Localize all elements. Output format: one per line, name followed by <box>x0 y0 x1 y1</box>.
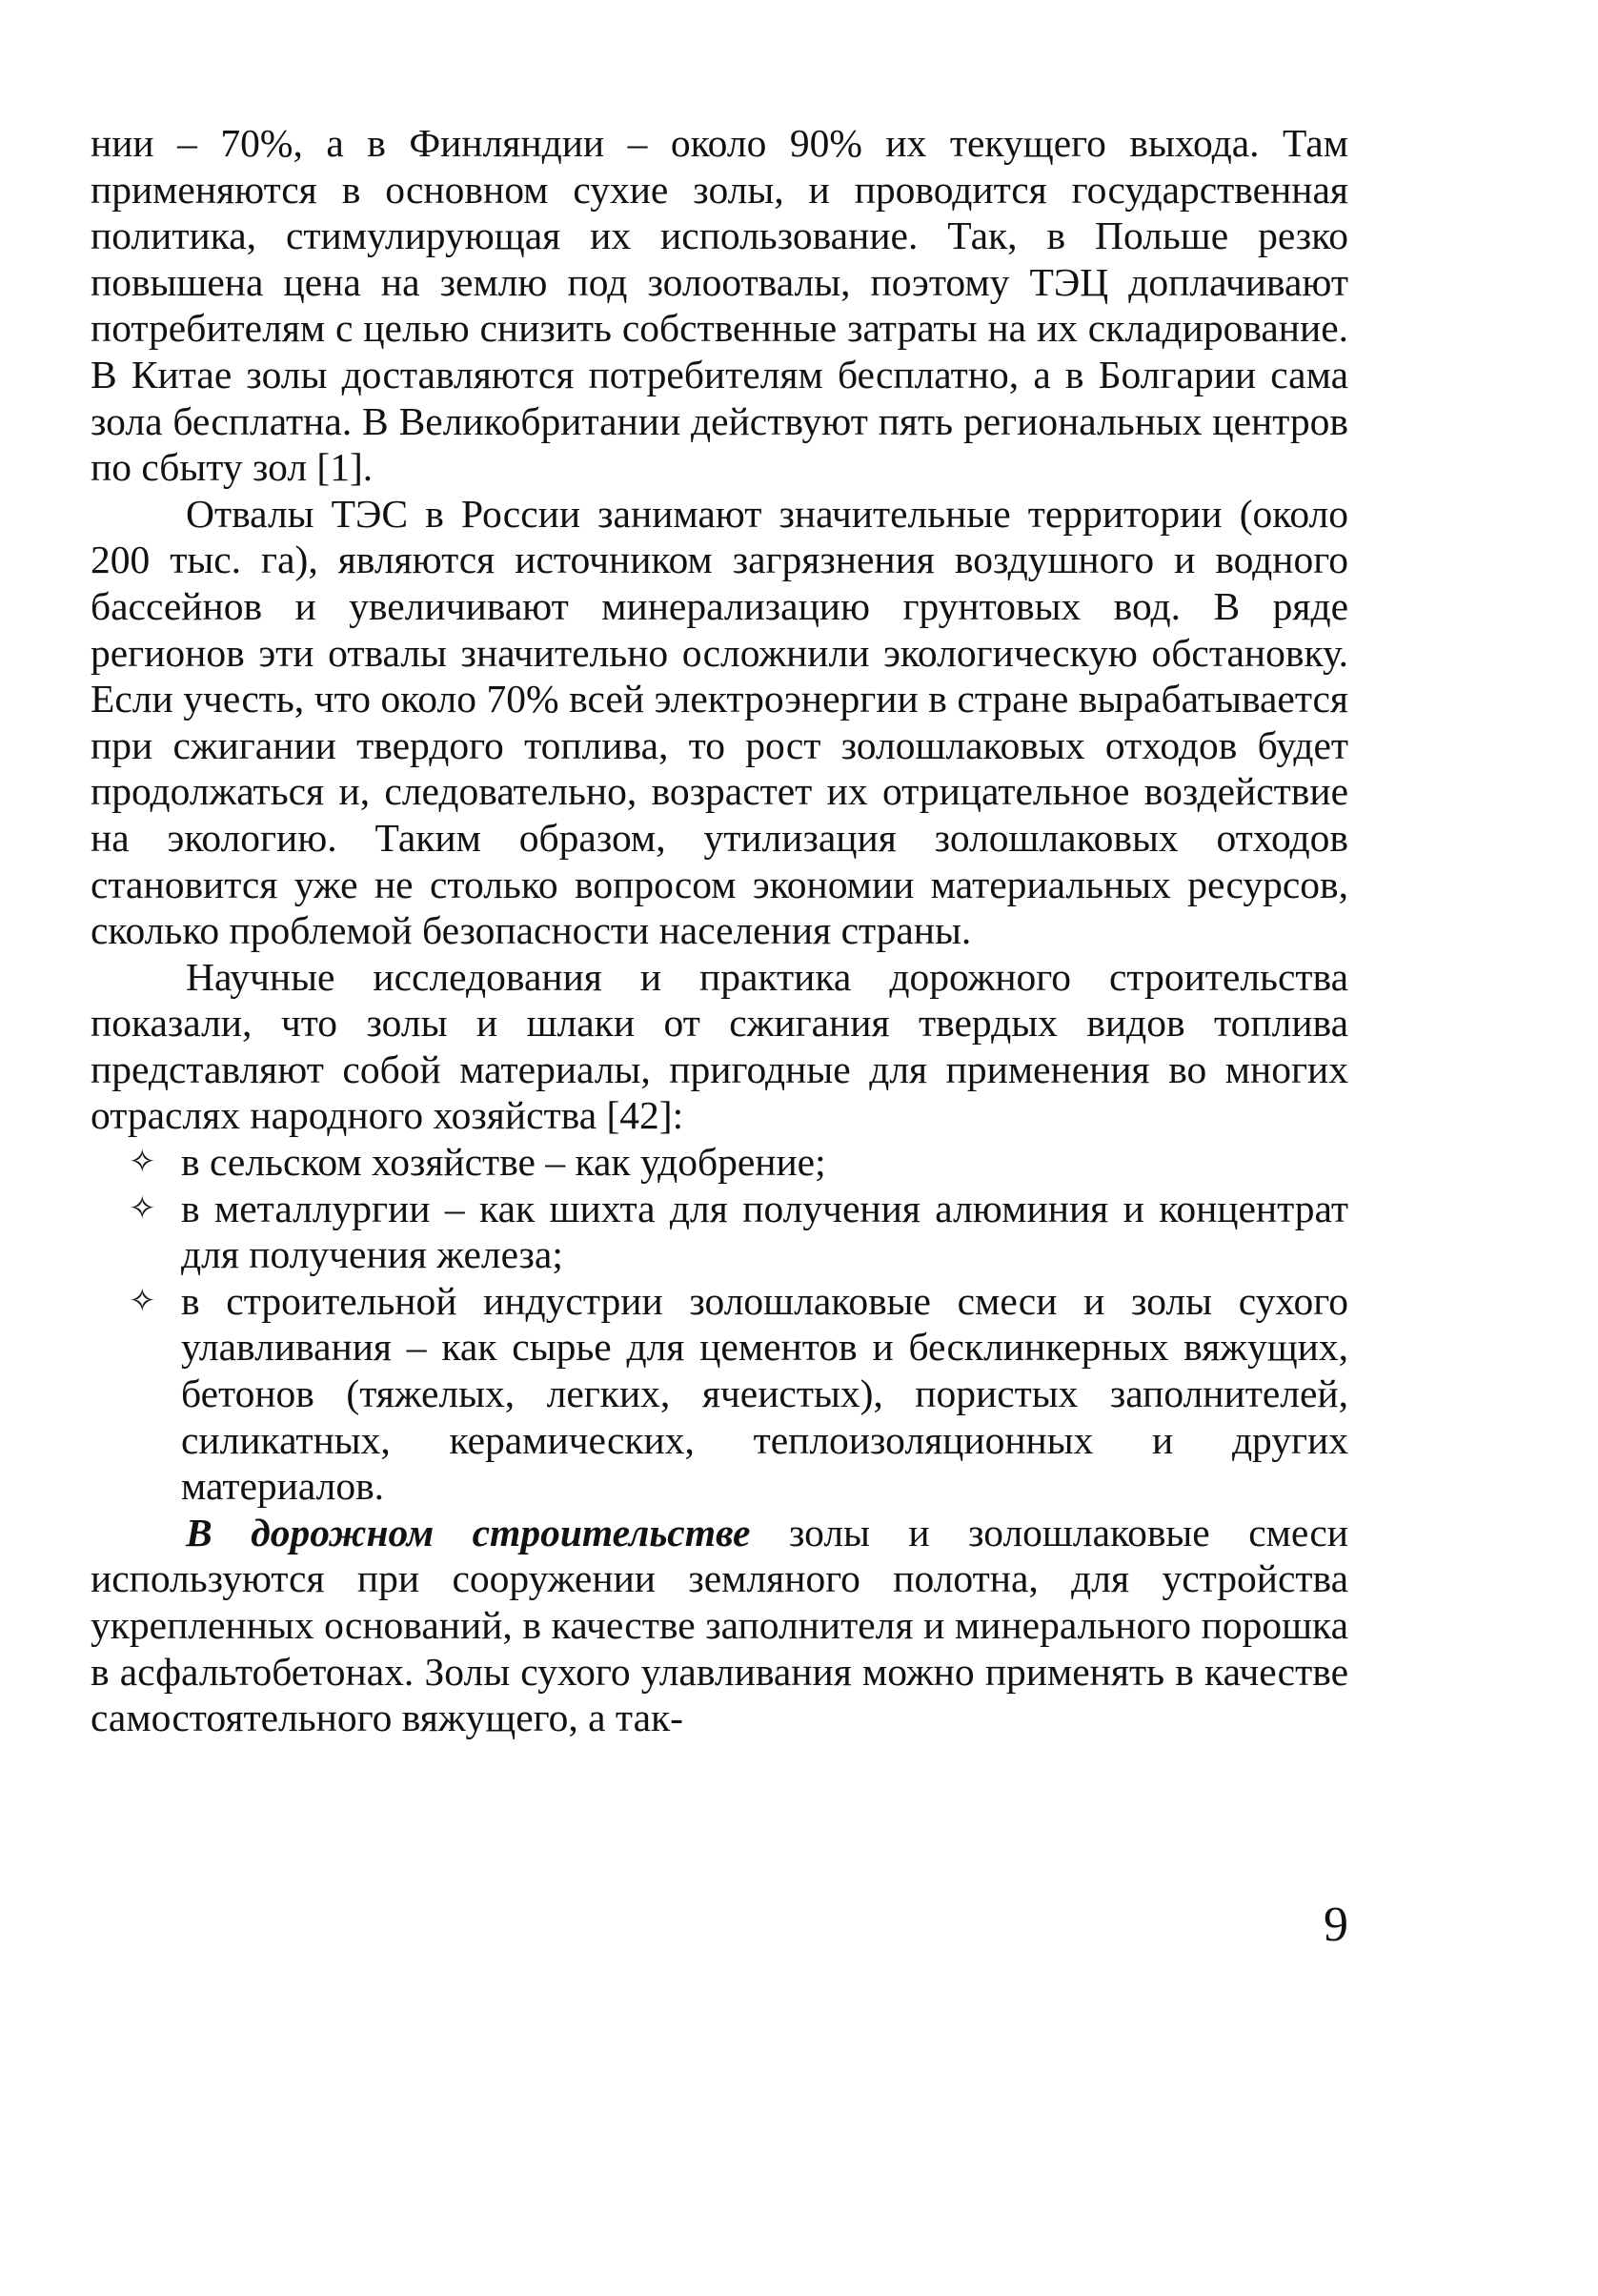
list-item <box>91 1186 1348 1278</box>
paragraph-road-construction <box>91 1510 1348 1741</box>
paragraph-text: золы и золошлаковые смеси используются при сооружении земляного полотна, для устройства укрепленных оснований, в качестве заполнителя и минерального порошка в асфальтобетонах. Золы сухого улавливания можно применять в качестве самостоятельного вяжущего, а так- <box>91 1510 1348 1740</box>
list-item-text: в металлургии – как шихта для получения алюминия и концентрат для получения железа; <box>181 1186 1348 1277</box>
paragraph-research: Научные исследования и практика дорожного строительства показали, что золы и шлаки от сжигания твердых видов топлива представляют собой материалы, пригодные для применения во многих отраслях народного хозяйства [42]: <box>91 954 1348 1138</box>
list-item-text: в сельском хозяйстве – как удобрение; <box>181 1140 826 1185</box>
diamond-bullet-icon: ✧ <box>129 1281 156 1320</box>
list-item <box>91 1278 1348 1510</box>
body-text <box>91 120 1348 1741</box>
emphasis-heading: В дорожном строительстве <box>186 1510 751 1554</box>
list-item <box>91 1139 1348 1186</box>
paragraph-tes-dumps: Отвалы ТЭС в России занимают значительные территории (около 200 тыс. га), являются источником загрязнения воздушного и водного бассейнов и увеличивают минерализацию грунтовых вод. В ряде регионов эти отвалы значительно осложнили экологическую обстановку. Если учесть, что около 70% всей электроэнергии в стране вырабатывается при сжигании твердого топлива, то рост золошлаковых отходов будет продолжаться и, следовательно, возрастет их отрицательное воздействие на экологию. Таким образом, утилизация золошлаковых отходов становится уже не столько вопросом экономии материальных ресурсов, сколько проблемой безопасности населения страны. <box>91 491 1348 953</box>
diamond-bullet-icon: ✧ <box>129 1189 156 1228</box>
diamond-bullet-icon: ✧ <box>129 1143 156 1182</box>
list-item-text: в строительной индустрии золошлаковые смеси и золы сухого улавливания – как сырье для цементов и бесклинкерных вяжущих, бетонов (тяжелых, легких, ячеистых), пористых заполнителей, силикатных, керамических, теплоизоляционных и других материалов. <box>181 1278 1348 1509</box>
page-number: 9 <box>1324 1898 1348 1952</box>
paragraph-continuation: нии – 70%, а в Финляндии – около 90% их текущего выхода. Там применяются в основном сухие золы, и проводится государственная политика, стимулирующая их использование. Так, в Польше резко повышена цена на землю под золоотвалы, поэтому ТЭЦ доплачивают потребителям с целью снизить собственные затраты на их складирование. В Китае золы доставляются потребителям бесплатно, а в Болгарии сама зола бесплатна. В Великобритании действуют пять региональных центров по сбыту зол [1]. <box>91 121 1348 490</box>
applications-list <box>91 1139 1348 1510</box>
